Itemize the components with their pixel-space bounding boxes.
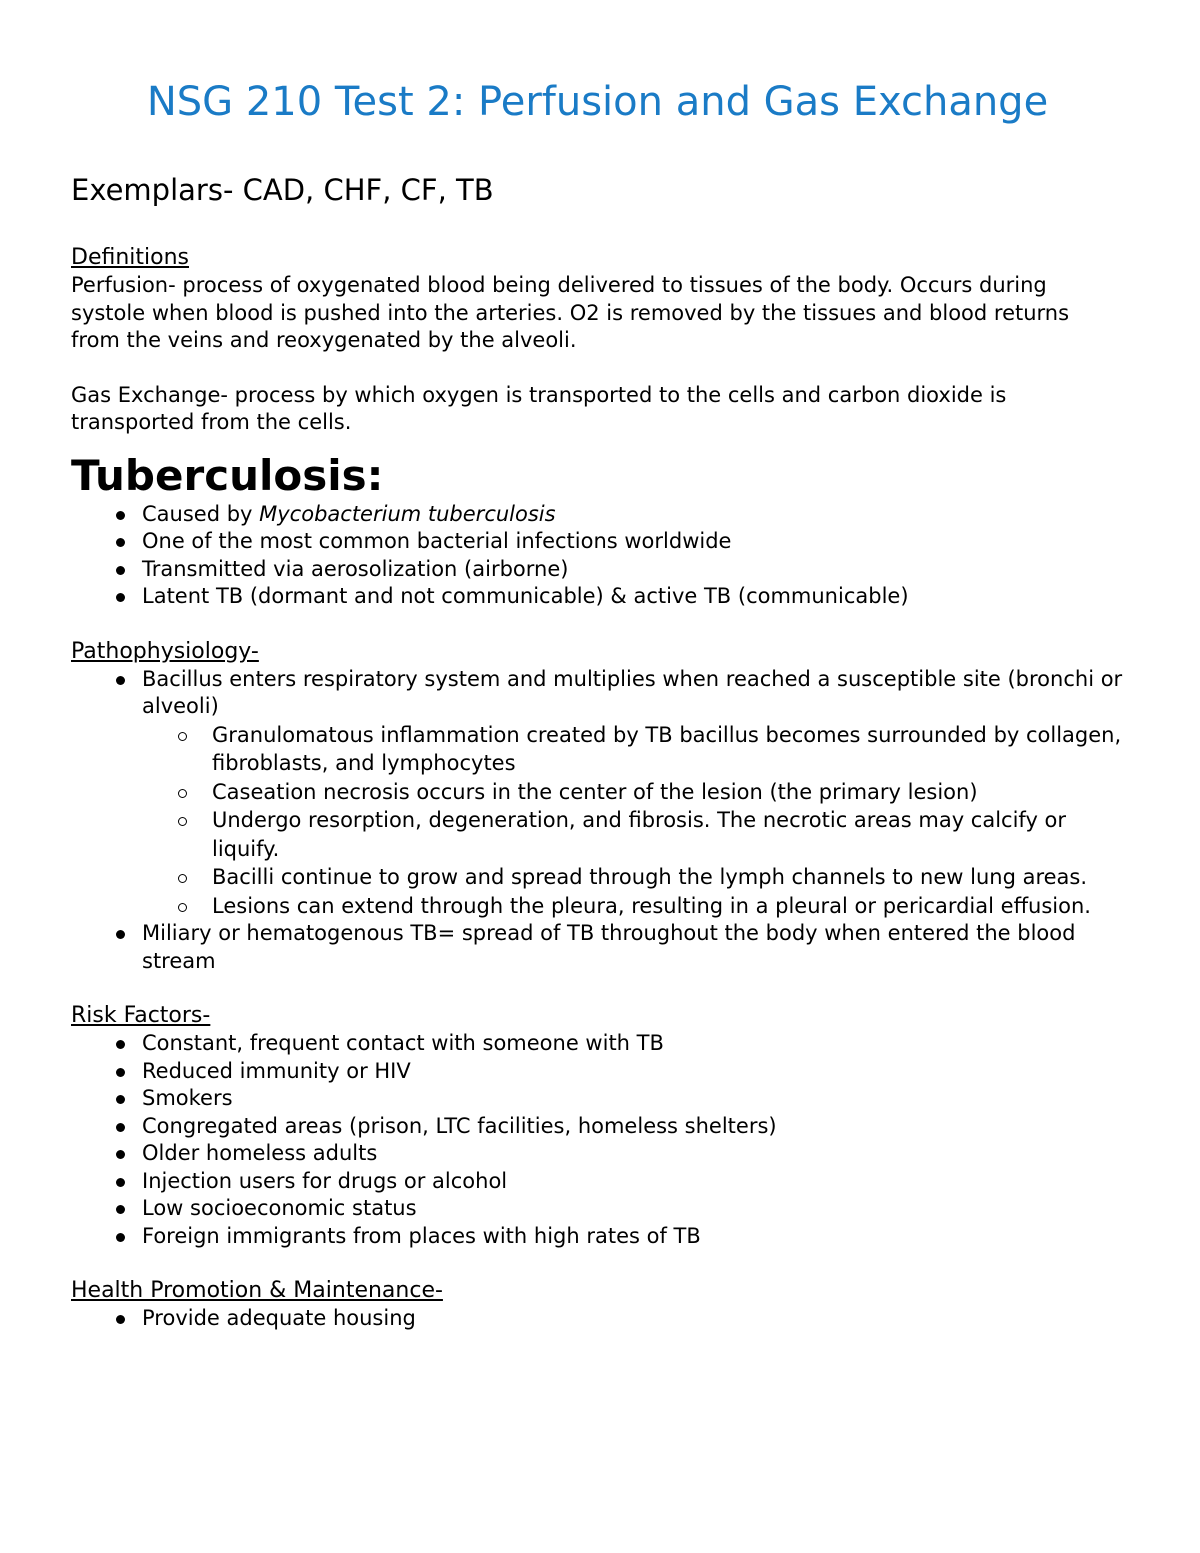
tb-intro-list <box>71 501 1124 611</box>
list-item <box>71 556 1124 584</box>
list-item <box>71 528 1124 556</box>
list-item-text: Foreign immigrants from places with high rates of TB <box>142 1223 701 1248</box>
list-item-text: Provide adequate housing <box>142 1306 416 1330</box>
hollow-bullet-icon <box>178 903 187 912</box>
bullet-icon <box>116 511 125 520</box>
bullet-icon <box>116 1095 125 1104</box>
hollow-bullet-icon <box>178 817 187 826</box>
bullet-icon <box>116 1123 125 1132</box>
list-item-text: Bacillus enters respiratory system and multiplies when reached a susceptible site (bronchi or alveoli) <box>142 666 1123 718</box>
sublist-item-text: Bacilli continue to grow and spread through the lymph channels to new lung areas. <box>212 865 1088 889</box>
bullet-icon <box>116 1315 125 1324</box>
list-item-text: Reduced immunity or HIV <box>142 1058 411 1083</box>
risk-factors-heading: Risk Factors- <box>71 1003 211 1028</box>
sublist-item <box>71 806 1124 863</box>
bullet-icon <box>116 1068 125 1077</box>
list-item <box>71 1168 1124 1196</box>
pathophysiology-list-continued <box>71 920 1124 975</box>
sublist-item-text: Lesions can extend through the pleura, resulting in a pleural or pericardial effusion. <box>212 893 1091 918</box>
spacer <box>71 1250 1124 1277</box>
list-item-text: One of the most common bacterial infections worldwide <box>142 529 732 553</box>
bullet-icon <box>116 930 125 939</box>
list-item-text: Miliary or hematogenous TB= spread of TB throughout the body when entered the blood stream <box>142 921 1076 973</box>
sublist-item <box>71 863 1124 892</box>
list-item <box>71 666 1124 721</box>
hollow-bullet-icon <box>178 732 187 741</box>
pathophysiology-heading: Pathophysiology- <box>71 638 259 664</box>
list-item <box>71 1030 1124 1058</box>
list-item-text: Low socioeconomic status <box>142 1196 417 1220</box>
list-item-text: Caused by <box>142 501 260 526</box>
health-promotion-heading: Health Promotion & Maintenance- <box>71 1278 443 1303</box>
bullet-icon <box>116 1205 125 1214</box>
spacer <box>71 975 1124 1002</box>
spacer <box>71 355 1124 382</box>
list-item-text: Older homeless adults <box>142 1141 378 1165</box>
list-item <box>71 1113 1124 1141</box>
list-item <box>71 1195 1124 1223</box>
risk-factors-list <box>71 1030 1124 1250</box>
sublist-item-text: Caseation necrosis occurs in the center of the lesion (the primary lesion) <box>212 779 978 804</box>
list-item <box>71 1058 1124 1086</box>
list-item-text: Constant, frequent contact with someone with TB <box>142 1031 664 1055</box>
sublist-item <box>71 892 1124 921</box>
list-item-text: Congregated areas (prison, LTC facilities, homeless shelters) <box>142 1113 777 1138</box>
hollow-bullet-icon <box>178 874 187 883</box>
list-item <box>71 583 1124 611</box>
bullet-icon <box>116 1233 125 1242</box>
bullet-icon <box>116 1178 125 1187</box>
list-item <box>71 1140 1124 1168</box>
list-item <box>71 1305 1124 1333</box>
organism-name: Mycobacterium tuberculosis <box>259 501 556 526</box>
bullet-icon <box>116 566 125 575</box>
pathophysiology-list <box>71 666 1124 721</box>
spacer <box>71 611 1124 638</box>
exemplars-line: Exemplars- CAD, CHF, CF, TB <box>71 173 494 207</box>
list-item <box>71 501 1124 529</box>
bullet-icon <box>116 538 125 547</box>
bullet-icon <box>116 1040 125 1049</box>
list-item <box>71 1223 1124 1251</box>
bullet-icon <box>116 676 125 685</box>
hollow-bullet-icon <box>178 789 187 798</box>
sublist-item <box>71 721 1124 778</box>
definitions-heading: Definitions <box>71 245 189 270</box>
list-item-text: Transmitted via aerosolization (airborne) <box>142 556 569 581</box>
list-item-text: Latent TB (dormant and not communicable) & active TB (communicable) <box>142 584 909 608</box>
bullet-icon <box>116 593 125 602</box>
document-title: NSG 210 Test 2: Perfusion and Gas Exchange <box>146 79 1049 125</box>
list-item-text: Injection users for drugs or alcohol <box>142 1168 508 1193</box>
gas-exchange-definition: Gas Exchange- process by which oxygen is transported to the cells and carbon dioxide is transported from the cells. <box>71 382 1007 434</box>
sublist-item-text: Undergo resorption, degeneration, and fibrosis. The necrotic areas may calcify or liquify. <box>212 808 1067 861</box>
bullet-icon <box>116 1150 125 1159</box>
sublist-item-text: Granulomatous inflammation created by TB bacillus becomes surrounded by collagen, fibroblasts, and lymphocytes <box>212 722 1122 775</box>
perfusion-definition: Perfusion- process of oxygenated blood being delivered to tissues of the body. Occurs during systole when blood is pushed into the arteries. O2 is removed by the tissues and blood returns from the veins and reoxygenated by the alveoli. <box>71 273 1070 352</box>
list-item-text: Smokers <box>142 1086 233 1110</box>
list-item <box>71 920 1124 975</box>
tuberculosis-heading: Tuberculosis: <box>71 450 384 500</box>
health-promotion-list <box>71 1305 1124 1333</box>
list-item <box>71 1085 1124 1113</box>
sublist-item <box>71 778 1124 807</box>
pathophysiology-sublist <box>71 721 1124 921</box>
